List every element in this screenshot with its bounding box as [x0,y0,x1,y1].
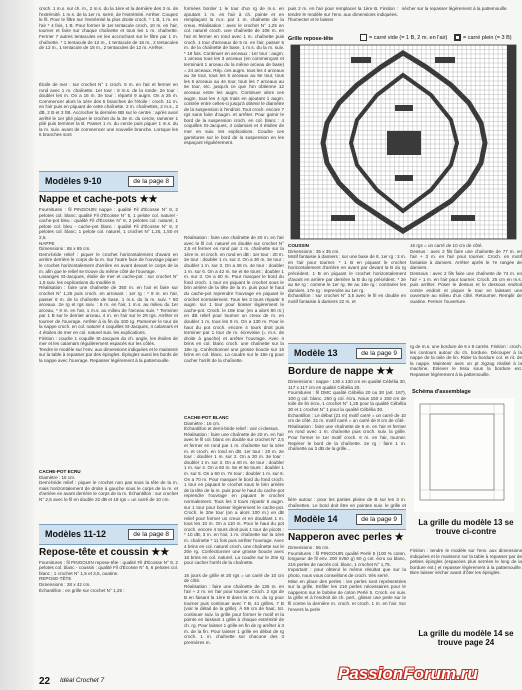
section-title: Napperon avec perles ★ [288,532,404,543]
section-page-ref: de la page 8 [128,529,174,540]
section-label: Modèle 14 [294,514,338,524]
section-header-11-12 [39,524,178,545]
section-title: Bordure de nappe ★★ [288,366,395,377]
section-header-14 [288,509,406,530]
legend-empty [360,34,447,41]
finition-paragraph: puis 2 m. en l'air pour remplacer la 1ère B. Finition : tendre le modèle sur l'env. aux dimensions indiquées. l'humecter et le laisser [288,6,398,23]
suspension-text: formées border 1 le tour d'un rg de m.s. en ajoutant 1 m. en l'air à ch. pointe et en remplaçant la m.s. par 1 m. chaînette de la creux. Réalisation : avec le crochet N° 1,25 en col. naturel croch. une chaînette de 106 m. en l'air et fermer en rond avec 1 m. chaînette puis croch. 1 tour d'arceaux de 5 m. en l'air, passer 5 m. de la chaînette de base, 1 m.s. du la m. suiv. * 18 fois. Continuer en arceaux : 1er tour : augm. 1 arceau tous les 3 arceaux (en commençant et terminant 1 arceau du la même arceau de base) = 24 arceaux. Rép. ces augm. tous les 4 arceaux au 3e tour, tous les 5 arceaux au 5e tour, tous les 6 arceaux au 4e tour, tous les 7 arceaux au 5e tour, etc. jusqu'à ce que l'on obtienne 12 arceaux entre les augm. Continuer alors ces augm. tous les 4 rgs mais en ajoutant 1 augm. contrée entre celles-ci jusqu'à obtenir le diamètre de la suspension à l'endroit. Tout croch. encore 7 rgs sans faire d'augm. et arrêter. Pour garnir le bord de la suspension croch. en col. blanc : 4 coquilles St-Jacques, 4 calamars et 4 étoiles de mer en suiv. les explications. Coudre ces garnitures sur le bord de la suspension en les espaçant régulièrement. [184,6,284,146]
coussin-right [410,243,522,341]
cache-ecru-text: Diamètre : 16 cm. Demi-bride relief : piquer le crochet non pas sous la tête de la m. mais horizontalement de droite à gauche sous le corps de la m. et d'arrière en avant derrière le corps de la m. Échantillon : sur crochet N° 2,5 avec le fil en double 22 dB et 18 rgs = un carré de 10 cm. [39,474,178,502]
finition-text [288,6,398,26]
finition-right-paragraph: sécher sur la repasser légèrement à la pattemouille. [402,6,508,11]
repose-text: Fournitures : fil PINGOUIN repose-tête : qualité Fil d'Écosse N° 8, 2 pelotes col. blanc - coussin : qualité Fil d'Écosse N° 5, 6 pelotes col. blanc ; 1 crochet N° 1,5 et 3,5, ouatine. REPOSE-TÊTE Dimensions : 28 x 42 cm. Échantillon : en grille sur crochet N° 1,25 : [39,559,178,593]
grid-title: Grille repose-tête [288,36,334,42]
grille-14-caption: La grille du modèle 14 se trouve page 24 [418,629,514,647]
schema-title: Schéma d'assemblage [412,389,471,395]
binding-shadow [0,0,34,690]
section-label: Modèles 9-10 [45,176,102,186]
bordure-text-2: lière autour : pour les parties pleine de B sur les 3 m. chaînettes. Le bord doit être en pointes suiv. le grille et [288,497,406,508]
subheading: CACHE-POT ECRU [39,469,81,474]
section-page-ref: de la page 9 [356,348,402,359]
bordure-right [410,344,522,390]
cache-blanc-text: Diamètre : 16 cm. Échantillon et demi-bride relief : voir ci-dessus. Réalisation : faire une chaînette de 20 m. en l'air avec le fil col. blanc en double sur crochet N° 2,5 et fermer en rond par 1 m. chaînette sur la 1ère m. et croch. en rond en dB. 1er tour : 20 m. 2e tour : doubler 1 m. sur 2. On a 30 m. 3e tour : doubler 1 m. sur 3. On a 40 m. 4e tour : doubler 1 m. sur 4. On a 50 m. 5e et 6e tours : doubler 1 m. sur 5. On a 60 m. 7e tour : doubler 1 m. sur 6. On a 70 m. Pour marquer le bord du fond croch. 1 tour en piquant le crochet sous le brin arrière de la tête de la m. puis pour le haut du cache-pot reprendre l'ouvrage en piquant le crochet normalement. Tous les 3 tours répartir 5 augm. sur 1 tour pour bosser légèrement le cache-pot. Croch. le 20e tour (on a alors 100 m.) en dB relief pour former un creux et en doublant 1 m. tous les 10 m. On a 110 m. Pour le haut du pot croch. encore 4 tours droit puis 1 tour de picots : * 10 dB, 3 m. en l'air, 1 m. chaînette sur la 1ère m. chaînette * 11 fois puis arrêter l'ouvrage. Avec 4 brins en col. naturel croch. une chaînette sur le 20e rg. Confectionner une grosse boucle avec 16 brins en col. naturel. La coudre sur le 20e rg pour cacher l'arrêt de la chaînette. [184,420,284,566]
section-label: Modèles 11-12 [45,528,107,539]
coussin-right-text: 16 rgs = un carré de 10 cm de côté. Dessus : avec 2 fils faire une chaînette de 77 m. en l'air + 3 m. en l'air pour tourner. Croch. en motif fantaisie à damiers. Arrêter après le 7e rangée de damiers. Dessous : avec 2 fils faire une chaînette de 74 m. en l'air + 1 m. en l'air pour tourner. Croch. 25 cm en m.s. puis arrêter. Poser le dessus et le dessous endroit contre endroit et piquer le tour en laissant une ouverture au milieu d'un côté. Retourner. Remplir de ouatine. Fermer l'ouverture. [410,243,522,304]
subheading: CACHE-POT BLANC [184,415,229,420]
modele-14-column [288,506,406,682]
legend-full [454,34,512,41]
cache-pot-text: Réalisation : faire une chaînette de 20 m. en l'air avec le fil col. naturel en double sur crochet N° 2,5 et fermer en rond par 1 m. chaînette sur la 1ère m. et croch. en rond en dB : 1er tour : 20 m. 2e tour : doubler 1 m. sur 2. On a 30 m. 3e tour : doubler 1 m. sur 3. On a 36 m. 4e tour : doubler 1 m. sur 6. On a 42 m. 5e et 6e tours : doubler 1 m. sur 3. On a 60 m. Pour marquer le bord du fond croch. 1 tour en piquant le crochet sous le brin arrière de la tête de la m. puis pour le haut du cache-pot reprendre l'ouvrage en piquant le crochet normalement. Tous les 3 tours répartir 5 augm. sur 1 tour pour bosser légèrement le cache-pot. Croch. le 18e tour (en a alors 80 m.) en dB relief pour tourner un creux de m. en doubler 1 m. tous les 9 m. On a 130 m. Pour le haut du pot croch. encore 4 tours droit puis terminer par 1 tour de m. écrevisse (= m.s. de droite à gauche) et arrêter l'ouvrage. Avec 4 brins en col. blanc croch. une chaînette sur la 18e rg. Confectionner une grosse boucle sur 16 brins en col. blanc. La coudre sur le 18e rg pour cacher l'arrêt de la chaînette. [184,235,284,364]
legend-full-label: = carré plein (= 3 B) [463,34,512,41]
section-title: Nappe et cache-pots ★★ [39,194,158,205]
subheading: COUSSIN [288,243,309,248]
finition-right [402,6,520,20]
legend-empty-label: = carré vide (= 1 B, 2 m. en l'air) [369,34,448,41]
section-label: Modèle 13 [294,348,338,358]
section-page-ref: de la page 8 [128,176,174,187]
modele-13-column [288,340,406,508]
empty-square-icon [360,34,367,41]
schema-caption: La grille du modèle 13 se trouve ci-contre [418,518,514,536]
section-header-13 [288,343,406,364]
column-2 [184,6,284,674]
napperon-right-text: Finition : tendre le modèle sur l'env. aux dimensions indiquées et le maintenir sur la table à repasser par de petites épingles (espacées plus serrées le long de la bordure ext.) et repasser légèrement à la pattemouille. Bien laisser sécher avant d'ôter les épingles. [410,548,522,576]
bordure-right-text: rg de m.s. une bordure de 6 x 8 carrés. Finition : croch. les contours autour du ch. bordure. Découper à la nappe de la toile de lin. Rider la bordure col. et rit. de la nappe. Maintenir avec un pt zigzag réalisé à la machine. Enlever le tissu sous la bordure ext. Repasser légèrement à la pattemouille. [410,344,522,377]
coussin-column [288,243,406,341]
repose-tete-grid [291,45,516,239]
etoile-text: Étoile de mer : sur crochet N° 1 croch. 5 m. en l'air et fermer en rond avec 1 m. chaînette. 1er tour : 8 m.s. de la ronde. 2e tour : doubler les m. On a 16 m. 3e tour : répartir 9 augm. On a 25 m. Commencer alors la 1ère des 5 branches de l'étoile : croch. 11 m. en l'air puis en piquant de cette chaînette. 2 m. chaînettes, 2 m.s., 2 dB, 2 B et 3 hB. Accrocher la dernière BB sur le centre : après avoir arrêté le 1er plié piquer le crochet du la 3e m. du cercle, ramener 1 plié puis terminer la B. Passer 1 m. du cercle puis piquer 1 m.s. du la m. suiv. avant de commencer une nouvelle branche. Lorsque les 5 branches sont [39,82,178,138]
page-number: 22 [39,676,51,687]
napperon-right [410,548,522,620]
napperon-text: Dimensions : 56 cm. Fournitures : fil PINGOUIN qualité Perlé 5 (100 % coton, longueur de fil env. 200 m/50 g) 50 g col. écru ou blanc, 216 perles de nacrés col. blanc, 1 crochet N° 1,75. Important : pour obtenir le même résultat que sur la photo, nous vous conseillons de croch. très serré. Mise en place des perles : les perles sont représentées sur la grille. Enfiler les 216 perles nécessaires pour le napperon sur le bobine de coton Perlé 5. Croch. en suiv. la grille et à l'endroit de ch. perl., glisser une perle sur le fil contre la dernière m. croch. et croch. 1 m. en l'air. Sur l'envers la perle [288,545,406,612]
coussin-text: Dimensions : 35 x 35 cm. Motif fantaisie à damiers : sur une base de 8. 1er rg : 3 m. en l'air pour tourner. * 1 B en piquant le crochet horizontalement d'arrière en avant par devant la B du rg précédent. 1 B en piquant le crochet horizontalement d'avant en arrière par derrière la B du rg précédent. * 2e au 6e rg : comme le 1er rg. 9e au 16e rg : contrarier les damiers. 17e rg : reprendre au 1er rg. Échantillon : sur crochet N° 3,5 avec le fil en double en motif fantaisie à damiers 22 m. et [288,248,406,304]
column-1 [39,6,178,674]
schema-assemblage [414,398,514,512]
full-square-icon [454,34,461,41]
section-title: Repose-tête et coussin ★★ [39,546,170,558]
magazine-brand: Idéal Crochet 7 [60,677,105,684]
section-page-ref: de la page 9 [356,514,402,525]
bordure-text: Dimensions : nappe : 130 x 130 cm en qualité Cébélia 30, 117 x 117 cm en qualité Cébélia 20. Fournitures : fil DMC qualité Cébélia 20 ou 30 (art. 167), 100 g col. blanc, 250 g col. écru. Nous 150 x 150 cm de toile de lin écru, 1 crochet N° 1,25 pour la qualité Cébélia 30 et 1 crochet N° 1 pour la qualité Cébélia 30. Échantillon : Le début (21 m) motif carré = un carré de 10 cm de côté. 21 m. motif carré = un carré de 8 cm de côté. Réalisation : faire une chaînette de 6 m. en l'air et fermer en rond avec 1 m. chaînette puis croch. suiv. la grille. Pour former le 1er motif croch. 6 m. en l'air, tourner. Repérer le bord de la chaînette. 2e rg : faire 1 m. chaînette au 3 dB de la grille... [288,379,406,452]
watermark-text: PassionForum.ru [338,664,478,683]
calamar-text: croch. 1 m.s. sur ch. m., 2 m.s. du la 1ère et la dernière des 3 m. de l'extrémité. 1 m.s. de la 1er m. serré, de l'extrémité. Arrêter. Coupez le fil. Pour le filtre sur l'extrémité la plus droite croch. * 1 B, 1 m. en l'air * 4 fois, 1 B. Pour former le 1er tentacule croch. 10 m. en l'air, tourner et faire sur chaque chaînette et tous les 1 m. chaînette. Fermer 7 autres tentacules en les accrochant sur le filtre par 1 m. chaînette. * 1 tentacule de 12 m., 1 tentacule de 18 m., 2 tentacules de 12 m., 1 tentacule de 18 m., 2 tentacules de 12 m. Arrêter. [39,6,178,51]
section-header-9-10 [39,171,178,192]
nappe-text: Fournitures : fil PINGOUIN nappe : qualité Fil d'Écosse N° 8, 2 pelotes col. blanc; qualité Fil d'Écosse N° 5, 1 pelote col. naturel - cache-pot bleu : qualité Fil d'Écosse N° 8, 2 pelotes col. naturel, 1 pelote col. bleu - cache-pot blanc : qualité Fil d'Écosse N° 8, 2 pelotes col. blanc; 1 pelote col. naturel, 1 crochet N° 1,25, 1,50 et 2,5. NAPPE Dimensions : 65 x 65 cm. Demi-bride relief : piquer le crochet horizontalement d'avant en arrière derrière le corps de la m. Sur l'autre face de l'ouvrage piquer le crochet horizontalement d'arrière en avant devant le corps de la m. afin que le relief se trouve du même côté de l'ouvrage. Losanges St-Jacques, étoile de mer et cache-pot : sur crochet N° 1,5 suiv. les explications du modèle 8. Réalisation : faire une chaînette de 350 m. en l'air et faire sur crochet N° 1,25 puis croch. en arrosant : 1er rg : * 9 m. en l'air, passer 6 m. de la chaînette de base, 1 m.s. du la m. suiv. * 50 arceaux. 2e rg et rgs suiv. : 6 m. en l'air, 1 m.s. au milieu du 1er arceau, * 9 m. en l'air, 1 m.s. au milieu de l'arceau suiv. * Terminer par 1 B sur le dernier arceau, 4 m. en l'air sur le 29 rgs. Arrêter et tourner de l'ouvrage. Arrêter à la fin du 100 rg. Parsemer le tour de la nappe croch. en col. naturel 4 coquilles St-Jacques, 4 calamars et 4 étoiles de mer en col. naturel suiv. les explications. Finition : coudre 1 coquille St-Jacques du ch. angle, les étoiles de mer et les calamars régulièrement espacés sur les côtés. Tendre le modèle sur l'env. aux dimensions indiquées et le maintenir sur la table à repasser par des épingles. Épinglez aussi les bords de la nappe avec l'ouvrage. Repasser légèrement à la pattemouille. [39,207,178,364]
repose-grid-text: 16 jours de grille et 20 rgs = un carré de 10 cm de côté. Réalisation : faire une chaînette de 136 m. en l'air + 2 m. en l'air pour tourner. Croch. 2 rgs de B en faisant la 1ère B dans la 4e m. du rg pour tourner puis continuer avec 7 B, 41 grilles, 7 B (voir le détail de la grille). À 59 cm de haut, tot. continuer suiv. la grille pour former le motif et la pointe en laissant 1 grille à chaque extrémité de ch. rg. Pour laisser 1 grille en fin de rg arrêter à 3 m. de la fin. Pour laisser 1 grille en début de rg croch. 1 m. chaînette sur chacune des 3 premières m. [184,572,284,645]
